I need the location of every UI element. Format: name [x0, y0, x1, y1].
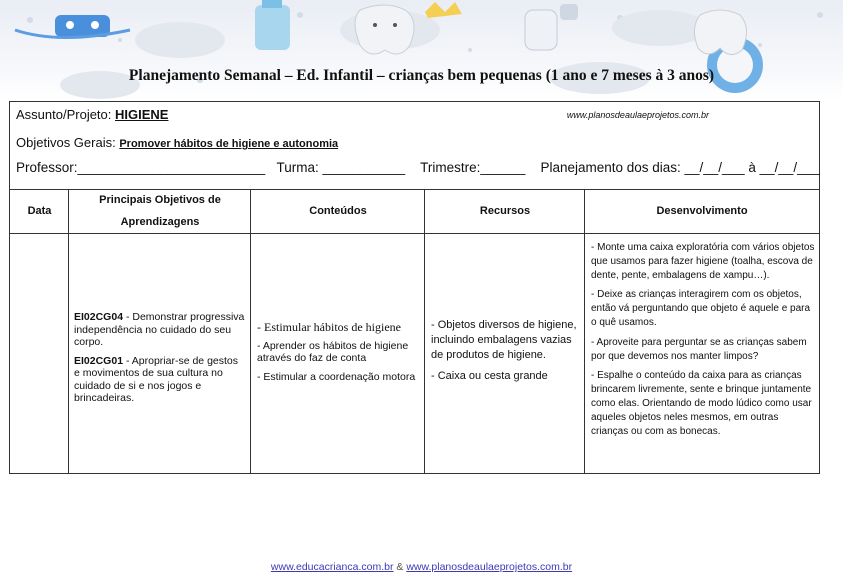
- col-conteudos-header: Conteúdos: [309, 205, 367, 217]
- crown-icon: [425, 2, 462, 18]
- decorative-banner: [0, 0, 843, 100]
- assunto-value: HIGIENE: [115, 107, 169, 122]
- desenvolvimento-item: - Deixe as crianças interagirem com os objetos, então vá perguntando que objeto é aquele e para o quê usamos.: [591, 289, 811, 328]
- objetivo-item: EI02CG04 - Demonstrar progressiva independência no cuidado do seu corpo.: [74, 311, 245, 348]
- recursos-cell: [431, 318, 581, 390]
- assunto-label: Assunto/Projeto:: [16, 107, 112, 122]
- baby-bottle-icon: [525, 4, 578, 50]
- desenvolvimento-cell: [591, 241, 817, 444]
- plan-info-section: [10, 102, 819, 190]
- conteudo-item: - Estimular a coordenação motora: [257, 370, 416, 383]
- tooth-face-icon: [355, 5, 414, 54]
- desenvolvimento-item: - Espalhe o conteúdo da caixa para as crianças brincarem livremente, sente e brinque juntamente como elas. Orientando de modo lúdico como usar aqueles objetos neles mesmos, em outras crianças ou com as bonecas.: [591, 370, 812, 437]
- trimestre-field[interactable]: Trimestre:______: [420, 160, 526, 175]
- professor-field[interactable]: Professor:_________________________: [16, 160, 266, 175]
- footer-links: [0, 561, 843, 573]
- assunto-line: [16, 107, 168, 122]
- plan-table: [9, 101, 820, 474]
- tooth-right-icon: [694, 10, 746, 55]
- toothpaste-icon: [255, 0, 290, 50]
- col-recursos-header: Recursos: [479, 205, 531, 217]
- table-header-row: [10, 189, 819, 234]
- footer-separator: &: [393, 561, 407, 573]
- page-title: Planejamento Semanal – Ed. Infantil – crianças bem pequenas (1 ano e 7 meses à 3 anos): [128, 67, 715, 84]
- footer-link-educacrianca[interactable]: www.educacrianca.com.br: [270, 561, 394, 573]
- col-desenvolvimento-header: Desenvolvimento: [656, 205, 748, 217]
- recurso-item: - Objetos diversos de higiene, incluindo embalagens vazias de produtos de higiene.: [431, 319, 577, 361]
- col-objetivos-header: Principais Objetivos de Aprendizagens: [99, 194, 221, 228]
- column-divider: [584, 189, 585, 473]
- conteudo-item: - Aprender os hábitos de higiene através do faz de conta: [257, 339, 409, 364]
- objetivos-cell: [74, 311, 246, 411]
- website-text: www.planosdeaulaeprojetos.com.br: [566, 110, 709, 120]
- footer-link-planosdeaula[interactable]: www.planosdeaulaeprojetos.com.br: [406, 561, 573, 573]
- professor-line: [16, 160, 820, 175]
- conteudo-item: - Estimular hábitos de higiene: [257, 320, 401, 334]
- objetivos-value: Promover hábitos de higiene e autonomia: [119, 138, 339, 150]
- objetivo-item: EI02CG01 - Apropriar-se de gestos e movimentos de sua cultura no cuidado de si e nos jogos e brincadeiras.: [74, 354, 239, 404]
- objetivos-line: [16, 135, 338, 150]
- conteudos-cell: [257, 321, 423, 389]
- desenvolvimento-item: - Aproveite para perguntar se as crianças sabem por que devemos nos manter limpos?: [591, 336, 807, 362]
- col-data-header: Data: [27, 205, 52, 217]
- turma-field[interactable]: Turma: ___________: [276, 160, 406, 175]
- column-divider: [424, 189, 425, 473]
- planejamento-field[interactable]: Planejamento dos dias: __/__/___ à __/__/___: [540, 160, 820, 175]
- data-cell: [10, 234, 68, 473]
- column-divider: [250, 189, 251, 473]
- column-divider: [68, 189, 69, 473]
- recurso-item: - Caixa ou cesta grande: [431, 370, 548, 382]
- hygiene-illustration: [0, 0, 843, 100]
- desenvolvimento-item: - Monte uma caixa exploratória com vários objetos que usamos para fazer higiene (toalha, escova de dente, pente, embalagens de xampu…).: [591, 242, 815, 281]
- objetivos-label: Objetivos Gerais:: [16, 135, 116, 150]
